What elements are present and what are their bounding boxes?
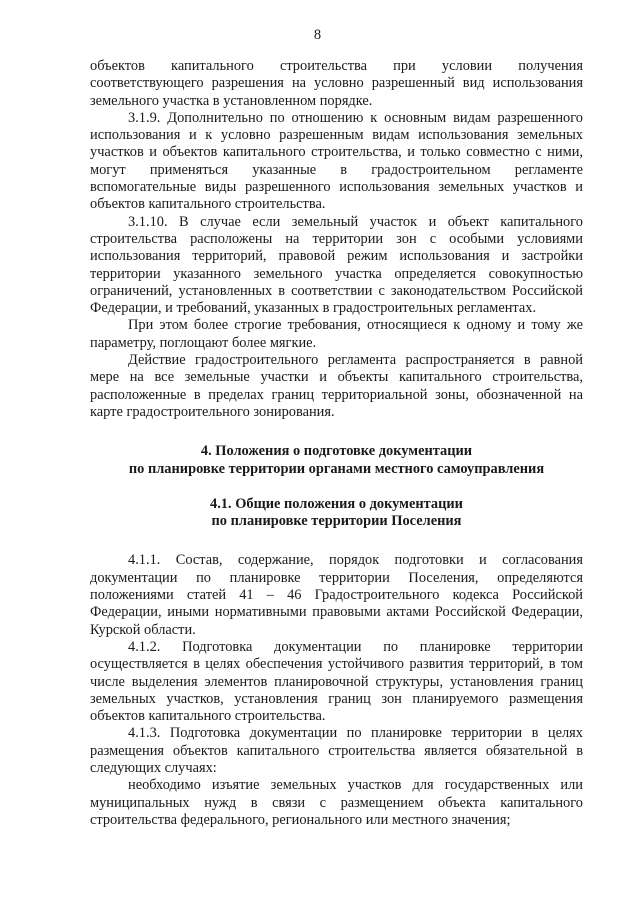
paragraph-strict-requirements: При этом более строгие требования, относящиеся к одному и тому же параметру, поглощают более мягкие. (90, 317, 583, 351)
subsection-heading-line-1: 4.1. Общие положения о документации (210, 495, 463, 512)
page-content (90, 58, 583, 829)
subsection-heading-line-2: по планировке территории Поселения (211, 513, 462, 530)
subsection-heading (90, 496, 583, 531)
section-heading-line-2: по планировке территории органами местного самоуправления (128, 460, 545, 477)
paragraph-4-1-2: 4.1.2. Подготовка документации по планировке территории осуществляется в целях обеспечения устойчивого развития территорий, в том числе выделения элементов планировочной структуры, установления границ земельных участков, установления границ зон планируемого размещения объектов капитального строительства. (90, 638, 583, 725)
paragraph-regulation-scope: Действие градостроительного регламента распространяется в равной мере на все земельные участки и объекты капитального строительства, расположенные в пределах границ территориальной зоны, обозначенной на карте градостроительного зонирования. (90, 352, 583, 420)
paragraph-continuation: объектов капитального строительства при условии получения соответствующего разрешения на условно разрешенный вид использования земельного участка в установленном порядке. (90, 58, 583, 109)
paragraph-4-1-1: 4.1.1. Состав, содержание, порядок подготовки и согласования документации по планировке территории Поселения, определяются положениями статей 41 – 46 Градостроительного кодекса Российской Федерации, иными нормативными правовыми актами Российской Федерации, Курской области. (90, 552, 583, 638)
paragraph-3-1-9: 3.1.9. Дополнительно по отношению к основным видам разрешенного использования и к условно разрешенным видам использования земельных участков и объектов капитального строительства, и только совместно с ними, могут применяться указанные в градостроительном регламенте вспомогательные виды разрешенного использования земельных участков и объектов капитального строительства. (90, 109, 583, 213)
page-number: 8 (313, 27, 322, 43)
section-heading-line-1: 4. Положения о подготовке документации (200, 443, 473, 460)
paragraph-case-land-seizure: необходимо изъятие земельных участков для государственных или муниципальных нужд в связи с размещением объекта капитального строительства федерального, регионального или местного значения; (90, 777, 583, 828)
paragraph-3-1-10: 3.1.10. В случае если земельный участок и объект капитального строительства расположены на территории зон с особыми условиями использования территорий, правовой режим использования и застройки территории указанного земельного участка определяется совокупностью ограничений, установленных в соответствии с законодательством Российской Федерации, и требований, указанных в градостроительных регламентах. (90, 213, 583, 317)
section-heading (90, 443, 583, 478)
paragraph-4-1-3: 4.1.3. Подготовка документации по планировке территории в целях размещения объектов капитального строительства является обязательной в следующих случаях: (90, 725, 583, 776)
